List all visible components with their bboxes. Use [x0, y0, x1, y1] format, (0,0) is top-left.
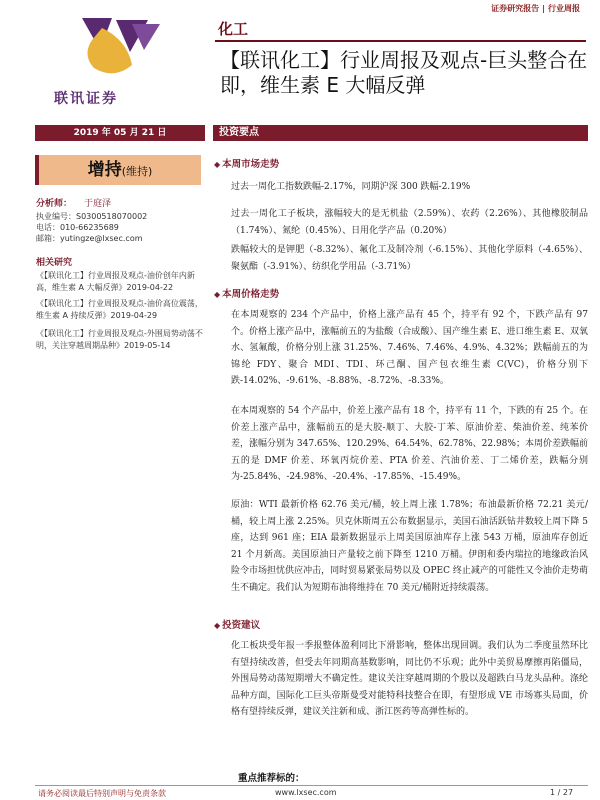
analyst-email[interactable]: 邮箱：yutingze@lxsec.com [36, 234, 143, 243]
footer-disclaimer: 请务必阅读最后特别声明与免责条款 [38, 789, 166, 798]
diamond-icon: ◆ [214, 621, 221, 630]
footer-website[interactable]: www.lxsec.com [275, 788, 337, 797]
market-heading [214, 156, 279, 170]
report-section: 行业周报 [548, 4, 580, 13]
footer-divider [35, 785, 588, 786]
advice-heading [214, 617, 260, 631]
market-paragraph-3: 跌幅较大的是钾肥（-8.32%）、氟化工及制冷剂（-6.15%）、其他化学原料（-4.65%）、聚氨酯（-3.91%）、纺织化学用品（-3.71%） [231, 245, 588, 272]
price-paragraph-3: 原油：WTI 最新价格 62.76 美元/桶，较上周上涨 1.78%；布油最新价格 72.21 美元/桶，较上周上涨 2.25%。贝克休斯周五公布数据显示，美国石油活跃钻井数较上周下降 5 座，达到 961 座；EIA 最新数据显示上周美国原油库存上涨 543 万桶，原油库存创近 21 个月新高。美国原油日产量较之前下降至 1210 万桶。伊朗和委内瑞拉的地缘政治风险令市场担忧供应冲击，同时贸易紧张局势以及 OPEC 终止减产的可能性又令油价走势萌生不确定。我们认为短期布油将维持在 70 美元/桶附近持续震荡。 [231, 500, 588, 593]
rating-sub: (维持) [121, 165, 153, 178]
market-heading-text: 本周市场走势 [222, 159, 280, 170]
related-research-title: 相关研究 [36, 258, 73, 268]
separator: | [542, 4, 545, 13]
analyst-name: 于庭泽 [84, 199, 112, 209]
analyst-cert: 执业编号：S0300518070002 [36, 212, 148, 221]
rating-value: 增持 [87, 160, 122, 180]
market-paragraph-2: 过去一周化工子板块，涨幅较大的是无机盐（2.59%）、农药（2.26%）、其他橡胶制品（1.74%）、氮纶（0.45%）、日用化学产品（0.20%） [231, 209, 588, 236]
related-research-item[interactable]: 《【联讯化工】行业周报及观点-外围局势动荡不明，关注穿越周期品种》2019-05-14 [36, 329, 203, 350]
related-research-item[interactable]: 《【联讯化工】行业周报及观点-油价高位震荡，维生素 A 持续反弹》2019-04-29 [36, 299, 203, 320]
report-date: 2019 年 05 月 21 日 [35, 125, 205, 141]
report-title: 【联讯化工】行业周报及观点-巨头整合在即，维生素 E 大幅反弹 [220, 48, 588, 97]
section-title: 投资要点 [213, 125, 588, 141]
price-heading [214, 286, 279, 300]
diamond-icon: ◆ [214, 290, 221, 299]
rating-box [35, 155, 201, 185]
diamond-icon: ◆ [214, 160, 221, 169]
advice-paragraph: 化工板块受年报一季报整体盈利同比下滑影响，整体出现回调。我们认为二季度虽然环比有望持续改善，但受去年同期高基数影响，同比仍不乐观；此外中美贸易摩擦再陷僵局，外围局势动荡短期增大不确定性。建议关注穿越周期的个股以及超跌白马龙头品种。涤纶品种方面，国际化工巨头帝斯曼受对能特科技整合在即，有望形成 VE 市场寡头局面，价格有望持续反弹，建议关注新和成、浙江医药等高弹性标的。 [231, 641, 588, 717]
market-paragraph-1: 过去一周化工指数跌幅-2.17%，同期沪深 300 跌幅-2.19% [231, 182, 471, 192]
category-underline [215, 16, 586, 42]
related-research-item[interactable]: 《【联讯化工】行业周报及观点-油价创年内新高，维生素 A 大幅反弹》2019-04-22 [36, 271, 195, 292]
key-stocks-heading: 重点推荐标的： [238, 773, 305, 784]
page-number: 1 / 27 [550, 788, 574, 797]
analyst-label: 分析师： [36, 199, 73, 209]
price-heading-text: 本周价格走势 [222, 289, 280, 300]
price-paragraph-2: 在本周观察的 54 个产品中，价差上涨产品有 18 个，持平有 11 个，下跌的有 25 个。在价差上涨产品中，涨幅前五的是大胶-顺丁、大胶-丁苯、原油价差、柴油价差、纯苯价差，涨幅分别为 347.65%、120.29%、64.54%、62.78%、22.98%；本周价差跌幅前五的是 DMF 价差、环氧丙烷价差、PTA 价差、汽油价差、丁二烯价差，跌幅分别为-25.84%、-24.98%、-20.4%、-17.85%、-15.49%。 [231, 406, 588, 482]
analyst-phone: 电话：010-66235689 [36, 223, 119, 232]
logo-icon [72, 10, 167, 90]
report-type: 证券研究报告 [491, 4, 540, 13]
advice-heading-text: 投资建议 [222, 620, 261, 631]
report-category: 化工 [218, 20, 249, 38]
logo-text: 联讯证券 [54, 91, 118, 107]
price-paragraph-1: 在本周观察的 234 个产品中，价格上涨产品有 45 个，持平有 92 个，下跌产品有 97 个。价格上涨产品中，涨幅前五的为盐酸（合成酸）、国产维生素 E、进口维生素 E、双氧水、氢氟酸，价格分别上涨 31.25%、7.46%、7.46%、4.9%、4.32%；跌幅前五的为锦纶 FDY、聚合 MDI、TDI、环己酮、国产包衣维生素 C(VC)，价格分别下跌-14.02%、-9.61%、-8.88%、-8.72%、-8.33%。 [231, 310, 588, 386]
report-type-header [491, 3, 580, 14]
